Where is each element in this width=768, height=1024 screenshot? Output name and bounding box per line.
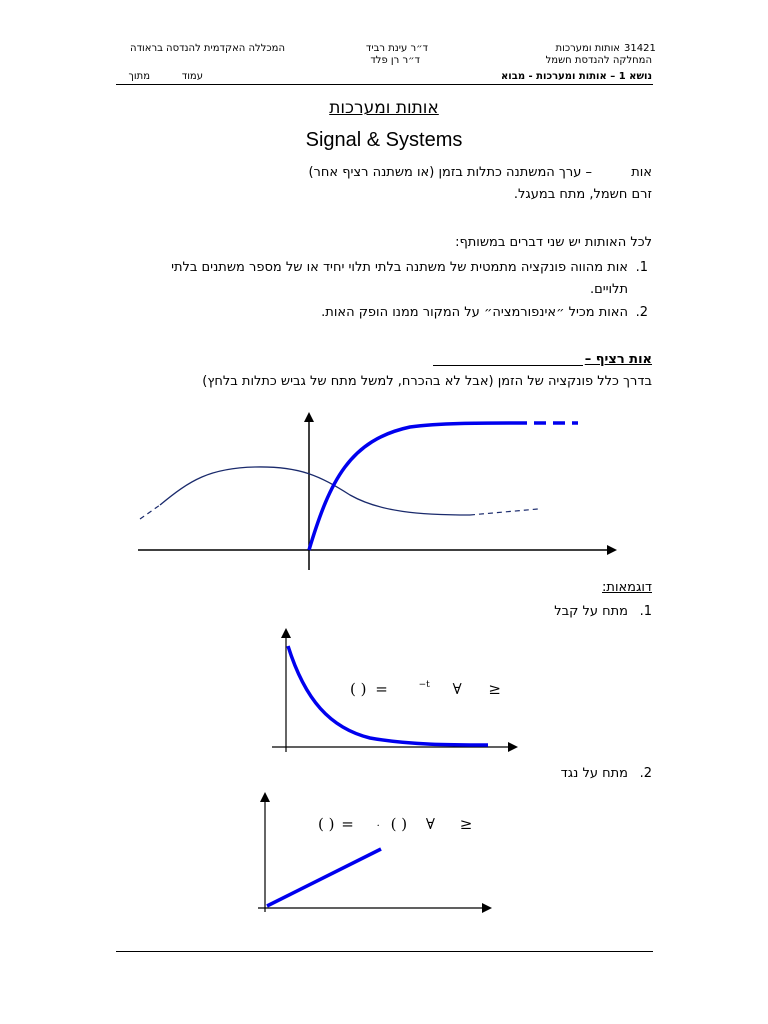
example-1-num: 1. — [639, 604, 652, 619]
example-1-label: מתח על קבל — [554, 604, 628, 619]
lecturer-1: ד״ר עינת רביד — [365, 43, 428, 54]
fig3-ramp-line — [267, 849, 381, 906]
college-name: המכללה האקדמית להנדסה בראודה — [130, 43, 285, 54]
footer-rule — [116, 951, 653, 952]
definition-term: אות — [631, 165, 652, 180]
formula-2-geq: ≥ — [459, 815, 473, 833]
formula-1-forall: ∀ — [452, 680, 462, 698]
definition-text: – ערך המשתנה כתלות בזמן (או משתנה רציף אחר) — [308, 165, 592, 180]
formula-1-exp: −t — [418, 680, 430, 690]
fig2-x-arrow-icon — [508, 742, 518, 752]
department: המחלקה להנדסת חשמל — [545, 55, 652, 66]
fig3-x-arrow-icon — [482, 903, 492, 913]
fig1-y-arrow-icon — [304, 412, 314, 422]
formula-1-eq: = — [375, 680, 388, 698]
fig1-gaussian-curve — [160, 467, 470, 515]
page-label: עמוד — [181, 71, 203, 82]
definition-examples: זרם חשמל, מתח במעגל. — [513, 187, 652, 202]
formula-2-dot: · — [376, 821, 380, 832]
fig1-gaussian-right-dash — [470, 509, 538, 515]
capacitor-figure — [272, 628, 518, 752]
course-name: אותות ומערכות — [555, 43, 620, 54]
topic-label: נושא 1 – אותות ומערכות - מבוא — [501, 71, 652, 82]
common-intro: לכל האותות יש שני דברים במשותף: — [455, 235, 652, 250]
common-item-2-text: האות מכיל ״אינפורמציה״ על המקור ממנו הופק האות. — [321, 305, 628, 320]
fig1-x-arrow-icon — [607, 545, 617, 555]
page-title-english: Signal & Systems — [305, 129, 463, 151]
resistor-figure — [258, 792, 492, 913]
examples-heading: דוגמאות: — [602, 580, 652, 595]
common-item-1-num: 1. — [635, 260, 648, 275]
continuous-signal-figure — [138, 412, 617, 570]
of-label: מתוך — [128, 71, 150, 82]
continuous-text: בדרך כלל פונקציה של הזמן (אבל לא בהכרח, למשל מתח של גביש כתלות בלחץ) — [202, 374, 652, 389]
continuous-heading: אות רציף – — [584, 352, 652, 367]
common-item-1-cont: תלויים. — [589, 282, 628, 297]
fig1-exp-rise-curve — [309, 423, 515, 550]
formula-1-paren: ( ) — [350, 680, 367, 698]
example-2-num: 2. — [639, 766, 652, 781]
formula-2-eq: = — [341, 815, 354, 833]
lecturer-2: ד״ר רן פלד — [370, 55, 420, 66]
common-item-1-text: אות מהווה פונקציה מתמטית של משתנה בלתי תלוי יחיד או של מספר משתנים בלתי — [171, 260, 628, 275]
fig2-decay-curve — [288, 646, 488, 745]
formula-2-paren-1: ( ) — [318, 815, 335, 833]
formula-2-paren-2: ( ) — [390, 815, 408, 833]
fig1-gaussian-left-dash — [140, 505, 160, 519]
course-code: 31421 — [624, 43, 656, 54]
formula-1-geq: ≥ — [488, 680, 501, 698]
common-item-2-num: 2. — [635, 305, 648, 320]
page-title-hebrew: אותות ומערכות — [329, 98, 439, 118]
formula-2-forall: ∀ — [425, 815, 435, 833]
fig3-y-arrow-icon — [260, 792, 270, 802]
example-2-label: מתח על נגד — [560, 766, 628, 781]
fig2-y-arrow-icon — [281, 628, 291, 638]
